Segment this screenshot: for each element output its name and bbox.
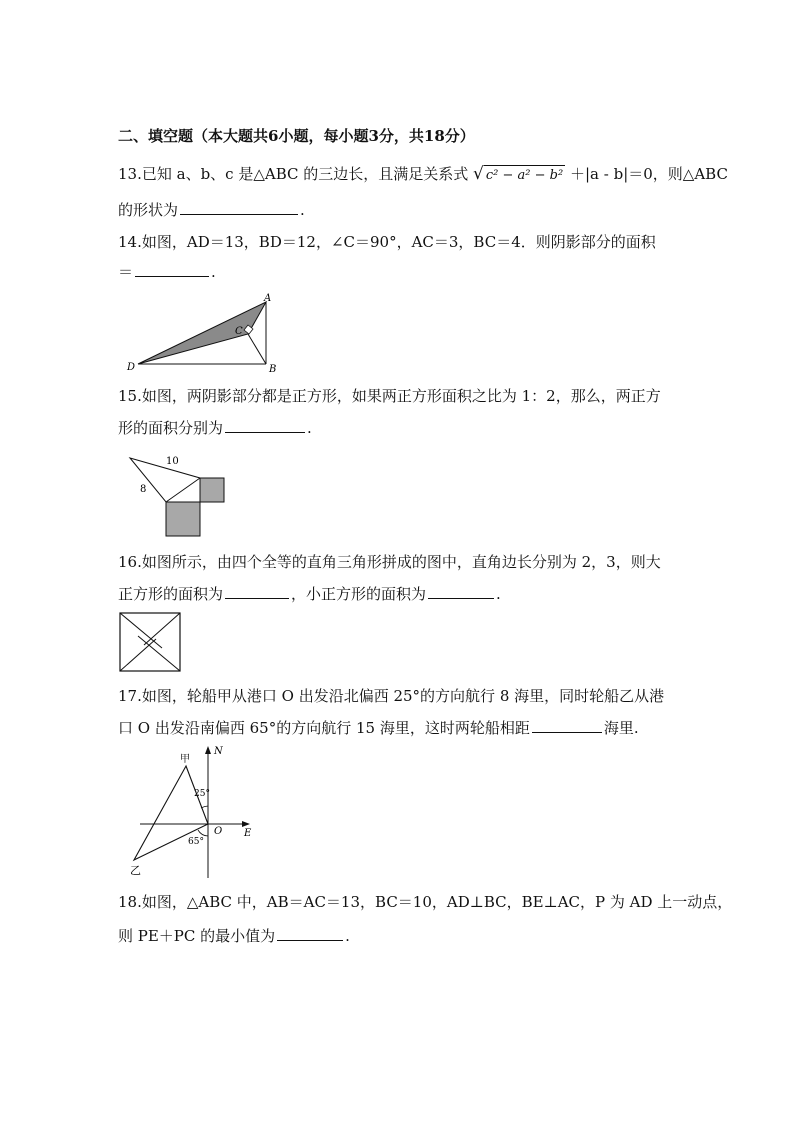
q17-line2-suffix: 海里. [603, 719, 639, 737]
question-18-line-1: 18.如图，△ABC 中，AB＝AC＝13，BC＝10，AD⊥BC，BE⊥AC，P 为 AD 上一动点， [118, 893, 733, 911]
question-15-line-1: 15.如图，两阴影部分都是正方形，如果两正方形面积之比为 1：2，那么，两正方 [118, 387, 661, 405]
q15-line2-suffix: . [307, 419, 312, 437]
q13-answer-blank[interactable] [180, 200, 298, 215]
q14-answer-blank[interactable] [135, 262, 209, 277]
q15-label-10: 10 [166, 456, 179, 467]
q16-line2-mid: ，小正方形的面积为 [291, 585, 427, 603]
q17-angle-65: 65° [188, 837, 204, 847]
q17-answer-blank[interactable] [532, 718, 602, 733]
q16-line2-suffix: . [496, 585, 501, 603]
q15-small-square [200, 478, 224, 502]
q18-answer-blank[interactable] [277, 926, 343, 941]
q13-line2-suffix: . [300, 201, 305, 219]
q14-label-a: A [264, 293, 272, 304]
question-14-line-1: 14.如图，AD＝13，BD＝12，∠C＝90°，AC＝3，BC＝4．则阴影部分的面积 [118, 233, 656, 251]
q18-line2-suffix: . [345, 927, 350, 945]
question-14-line-2 [118, 262, 216, 282]
q15-line2-prefix: 形的面积分别为 [118, 419, 224, 437]
question-13-line-1 [118, 164, 728, 186]
question-15-line-2 [118, 418, 312, 438]
q14-label-c: C [235, 326, 243, 337]
q15-right-triangle [130, 458, 200, 502]
q15-label-8: 8 [140, 484, 147, 495]
q13-suffix: ＋|a - b|＝0，则△ABC [569, 165, 728, 183]
question-17-line-2 [118, 718, 639, 738]
q15-large-square [166, 502, 200, 536]
q18-line2-prefix: 则 PE＋PC 的最小值为 [118, 927, 276, 945]
q16-figure [118, 612, 182, 672]
q14-label-b: B [269, 364, 277, 375]
q17-angle-25: 25° [194, 789, 210, 799]
q14-figure [118, 292, 288, 374]
q16-answer-blank-1[interactable] [225, 584, 289, 599]
question-13-line-2 [118, 200, 305, 220]
question-18-line-2 [118, 926, 350, 946]
q14-line2-prefix: ＝ [118, 263, 134, 281]
q17-line2-prefix: 口 O 出发沿南偏西 65°的方向航行 15 海里，这时两轮船相距 [118, 719, 530, 737]
q17-figure [126, 744, 260, 882]
q13-line2-prefix: 的形状为 [118, 201, 179, 219]
q17-label-o: O [214, 826, 223, 837]
q16-outer-square [120, 613, 180, 671]
q14-line2-suffix: . [211, 263, 216, 281]
q17-label-yi: 乙 [130, 864, 141, 877]
q13-prefix: 13.已知 a、b、c 是△ABC 的三边长，且满足关系式 [118, 165, 469, 183]
question-16-line-1: 16.如图所示，由四个全等的直角三角形拼成的图中，直角边长分别为 2，3，则大 [118, 553, 661, 571]
q17-label-e: E [244, 828, 252, 839]
q17-label-n: N [214, 746, 223, 757]
q14-shaded-triangle [138, 302, 266, 364]
question-16-line-2 [118, 584, 501, 604]
q15-figure [126, 452, 230, 540]
q13-sqrt-expression: c² − a² − b² [484, 165, 565, 186]
q14-label-d: D [127, 362, 136, 373]
q16-answer-blank-2[interactable] [428, 584, 494, 599]
q17-label-jia: 甲 [180, 754, 190, 765]
section-title: 二、填空题（本大题共6小题，每小题3分，共18分） [118, 127, 475, 145]
q16-line2-prefix: 正方形的面积为 [118, 585, 224, 603]
q15-answer-blank[interactable] [225, 418, 305, 433]
sqrt-symbol: √ [473, 164, 484, 184]
question-17-line-1: 17.如图，轮船甲从港口 O 出发沿北偏西 25°的方向航行 8 海里，同时轮船乙从港 [118, 687, 665, 705]
